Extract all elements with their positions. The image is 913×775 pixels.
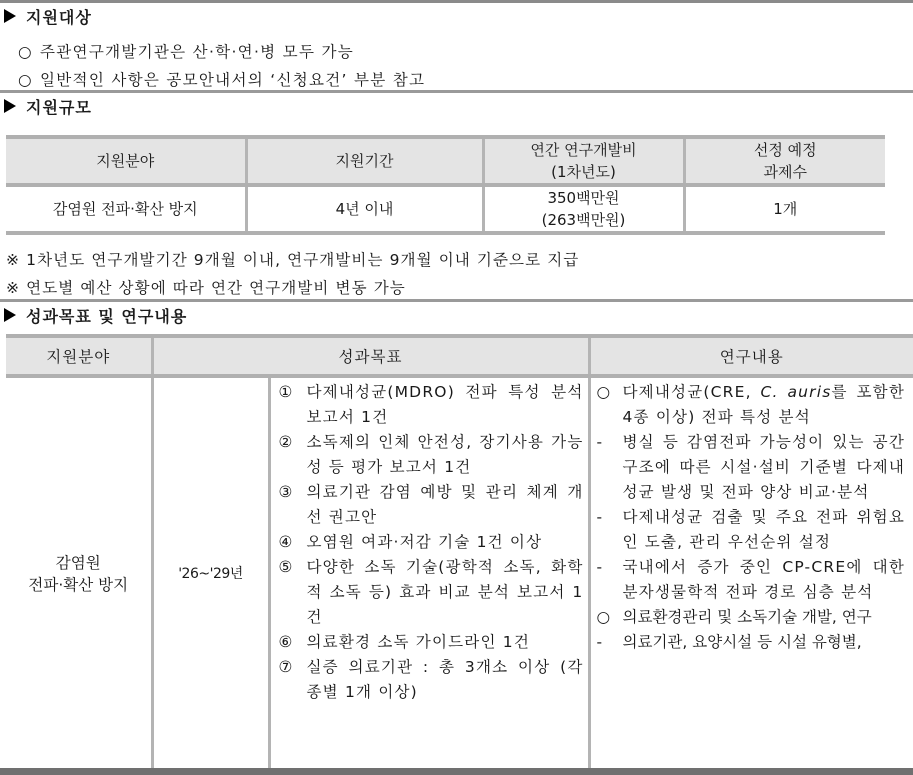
circle-bullet-icon: ○ bbox=[18, 71, 33, 89]
reference-mark-icon: ※ bbox=[6, 279, 21, 297]
bullet-item: ○ 일반적인 사항은 공모안내서의 ‘신청요건’ 부분 참고 bbox=[18, 71, 426, 89]
support-scale-table bbox=[6, 135, 885, 235]
reference-mark-icon: ※ bbox=[6, 251, 21, 269]
column-header: 성과목표 bbox=[152, 336, 589, 376]
goal-item: ⑦ 실증 의료기관 : 총 3개소 이상 (각 종별 1개 이상) bbox=[278, 658, 584, 701]
section-heading-goals-research bbox=[4, 302, 187, 328]
section-heading-support-scale bbox=[4, 93, 92, 119]
dash-bullet-icon: - bbox=[596, 633, 604, 651]
circle-bullet-icon: ○ bbox=[596, 383, 612, 401]
bullet-item: ○ 주관연구개발기관은 산·학·연·병 모두 가능 bbox=[18, 43, 355, 61]
goal-item: ③ 의료기관 감염 예방 및 관리 체계 개선 권고안 bbox=[278, 483, 584, 526]
research-subitem: - 국내에서 증가 중인 CP-CRE에 대한 분자생물학적 전파 경로 심층 분석 bbox=[597, 555, 906, 605]
table-header-row bbox=[6, 137, 885, 185]
research-content bbox=[591, 378, 913, 655]
column-header: 지원분야 bbox=[6, 336, 152, 376]
cell-count: 1개 bbox=[684, 185, 885, 233]
triangle-bullet-icon bbox=[4, 9, 16, 23]
cell-period: 4년 이내 bbox=[246, 185, 483, 233]
goals-research-table bbox=[6, 334, 913, 774]
section-title: 지원대상 bbox=[26, 7, 92, 27]
table-header-row bbox=[6, 336, 913, 376]
cell-period: '26~'29년 bbox=[152, 376, 269, 772]
table-row bbox=[6, 185, 885, 233]
goal-item: ② 소독제의 인체 안전성, 장기사용 가능성 등 평가 보고서 1건 bbox=[278, 433, 584, 476]
section-title: 성과목표 및 연구내용 bbox=[26, 306, 188, 326]
cell-budget: 350백만원 (263백만원) bbox=[483, 185, 684, 233]
goal-item: ① 다제내성균(MDRO) 전파 특성 분석 보고서 1건 bbox=[278, 383, 584, 426]
goal-item: ⑥ 의료환경 소독 가이드라인 1건 bbox=[278, 633, 531, 651]
research-subitem: - 다제내성균 검출 및 주요 전파 위험요인 도출, 관리 우선순위 설정 bbox=[597, 505, 906, 555]
note-line: ※ 연도별 예산 상황에 따라 연간 연구개발비 변동 가능 bbox=[6, 279, 406, 297]
research-item: ○ 다제내성균(CRE, C. auris를 포함한 4종 이상) 전파 특성 분석 bbox=[597, 380, 906, 430]
dash-bullet-icon: - bbox=[596, 433, 604, 451]
section-title: 지원규모 bbox=[26, 97, 92, 117]
bottom-rule bbox=[0, 768, 913, 775]
section-heading-support-target bbox=[4, 3, 92, 29]
note-line: ※ 1차년도 연구개발기간 9개월 이내, 연구개발비는 9개월 이내 기준으로 지급 bbox=[6, 251, 580, 269]
research-subitem: - 병실 등 감염전파 가능성이 있는 공간 구조에 따른 시설·설비 기준별 다제내성균 발생 및 전파 양상 비교·분석 bbox=[597, 430, 906, 505]
column-header: 지원분야 bbox=[6, 137, 246, 185]
research-item: ○ 의료환경관리 및 소독기술 개발, 연구 bbox=[597, 605, 906, 630]
cell-field: 감염원 전파·확산 방지 bbox=[6, 185, 246, 233]
cell-goals bbox=[269, 376, 589, 772]
goal-item: ④ 오염원 여과·저감 기술 1건 이상 bbox=[278, 533, 543, 551]
top-rule bbox=[0, 0, 913, 3]
triangle-bullet-icon bbox=[4, 99, 16, 113]
circle-bullet-icon: ○ bbox=[596, 608, 612, 626]
cell-research bbox=[589, 376, 913, 772]
column-header: 지원기간 bbox=[246, 137, 483, 185]
research-subitem: - 의료기관, 요양시설 등 시설 유형별, bbox=[597, 630, 906, 655]
circle-bullet-icon: ○ bbox=[18, 43, 33, 61]
section-divider bbox=[0, 90, 913, 93]
column-header: 연간 연구개발비 (1차년도) bbox=[483, 137, 684, 185]
cell-field: 감염원 전파·확산 방지 bbox=[6, 376, 152, 772]
dash-bullet-icon: - bbox=[596, 558, 604, 576]
goal-item: ⑤ 다양한 소독 기술(광학적 소독, 화학적 소독 등) 효과 비교 분석 보고서 1건 bbox=[278, 558, 584, 626]
dash-bullet-icon: - bbox=[596, 508, 604, 526]
column-header: 선정 예정 과제수 bbox=[684, 137, 885, 185]
triangle-bullet-icon bbox=[4, 308, 16, 322]
column-header: 연구내용 bbox=[589, 336, 913, 376]
table-row bbox=[6, 376, 913, 772]
goal-list bbox=[271, 378, 588, 705]
